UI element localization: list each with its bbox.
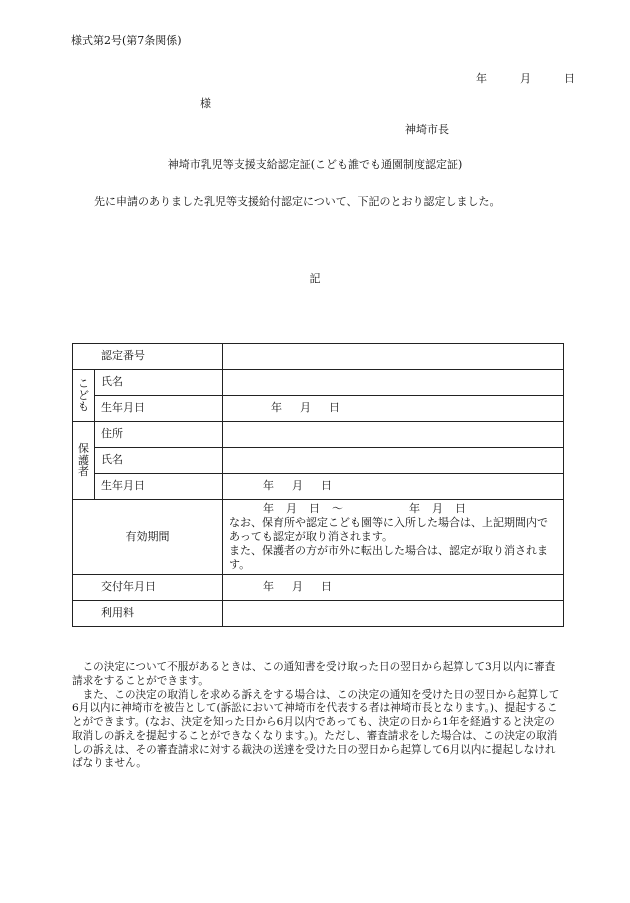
birth-month: 月 [292, 479, 303, 493]
issue-date-label: 交付年月日 [73, 575, 223, 601]
validity-range [229, 502, 557, 516]
table-row [73, 474, 564, 500]
birth-month: 月 [300, 401, 311, 415]
range-token: 月 [432, 502, 443, 515]
validity-label: 有効期間 [73, 500, 223, 575]
guardian-group-label [73, 422, 95, 500]
table-row [73, 396, 564, 422]
note-paragraph: また、この決定の取消しを求める訴えをする場合は、この決定の通知を受けた日の翌日から起算して6月以内に神埼市を被告として(訴訟において神埼市を代表する者は神埼市長となります。)、提起することができます。(なお、決定を知った日から6月以内であっても、決定の日から1年を経過すると決定の取消しの訴えを提起することができなくなります。)。ただし、審査請求をした場合は、この決定の取消しの訴えは、その審査請求に対する裁決の送達を受けた日の翌日から起算して6月以内に提起しなければなりません。 [72, 688, 560, 770]
validity-note: また、保護者の方が市外に転出した場合は、認定が取り消されます。 [229, 544, 548, 572]
child-group-char: も [78, 400, 89, 414]
range-token: 年 [409, 502, 420, 515]
table-row [73, 448, 564, 474]
table-row [73, 370, 564, 396]
child-name-value [223, 370, 564, 396]
birth-year: 年 [271, 401, 282, 415]
child-group-char: こ [78, 377, 89, 391]
range-token: 日 [455, 502, 466, 515]
cert-number-value [223, 344, 564, 370]
table-row [73, 575, 564, 601]
child-group-char: ど [78, 388, 89, 402]
fee-value [223, 601, 564, 627]
range-token: ～ [332, 502, 343, 515]
issue-date-value [223, 575, 564, 601]
cert-number-label: 認定番号 [73, 344, 223, 370]
validity-note: なお、保育所や認定こども園等に入所した場合は、上記期間内であっても認定が取り消されます。 [229, 516, 548, 544]
table-row [73, 500, 564, 575]
table-row [73, 344, 564, 370]
legal-notes [72, 661, 562, 771]
table-row [73, 601, 564, 627]
guardian-group-char: 者 [78, 465, 89, 479]
guardian-birth-value [223, 474, 564, 500]
issue-date-line [476, 72, 575, 87]
validity-value [223, 500, 564, 575]
fee-label: 利用料 [73, 601, 223, 627]
issuer-name: 神埼市長 [405, 123, 449, 136]
birth-day: 日 [321, 479, 332, 493]
guardian-birth-label: 生年月日 [95, 474, 223, 500]
range-token: 月 [286, 502, 297, 515]
issue-month: 月 [292, 580, 303, 594]
guardian-group-char: 護 [78, 453, 89, 467]
date-month: 月 [520, 72, 531, 85]
birth-day: 日 [329, 401, 340, 415]
intro-text: 先に申請のありました乳児等支援給付認定について、下記のとおり認定しました。 [94, 195, 501, 208]
guardian-address-value [223, 422, 564, 448]
range-token: 日 [309, 502, 320, 515]
date-day: 日 [564, 72, 575, 85]
date-year: 年 [476, 72, 487, 85]
ki-heading: 記 [309, 272, 321, 285]
guardian-group-char: 保 [78, 442, 89, 456]
table-row [73, 422, 564, 448]
note-paragraph: この決定について不服があるときは、この通知書を受け取った日の翌日から起算して3月以内に審査請求をすることができます。 [72, 661, 556, 687]
range-token: 年 [263, 502, 274, 515]
issue-day: 日 [321, 580, 332, 594]
form-number: 様式第2号(第7条関係) [71, 34, 182, 47]
addressee-suffix: 様 [200, 97, 211, 110]
child-birth-label: 生年月日 [95, 396, 223, 422]
guardian-address-label: 住所 [95, 422, 223, 448]
certificate-table [72, 343, 564, 627]
document-title: 神埼市乳児等支援支給認定証(こども誰でも通園制度認定証) [167, 158, 463, 171]
issue-year: 年 [263, 580, 274, 594]
child-name-label: 氏名 [95, 370, 223, 396]
child-group-label [73, 370, 95, 422]
guardian-name-label: 氏名 [95, 448, 223, 474]
birth-year: 年 [263, 479, 274, 493]
child-birth-value [223, 396, 564, 422]
guardian-name-value [223, 448, 564, 474]
